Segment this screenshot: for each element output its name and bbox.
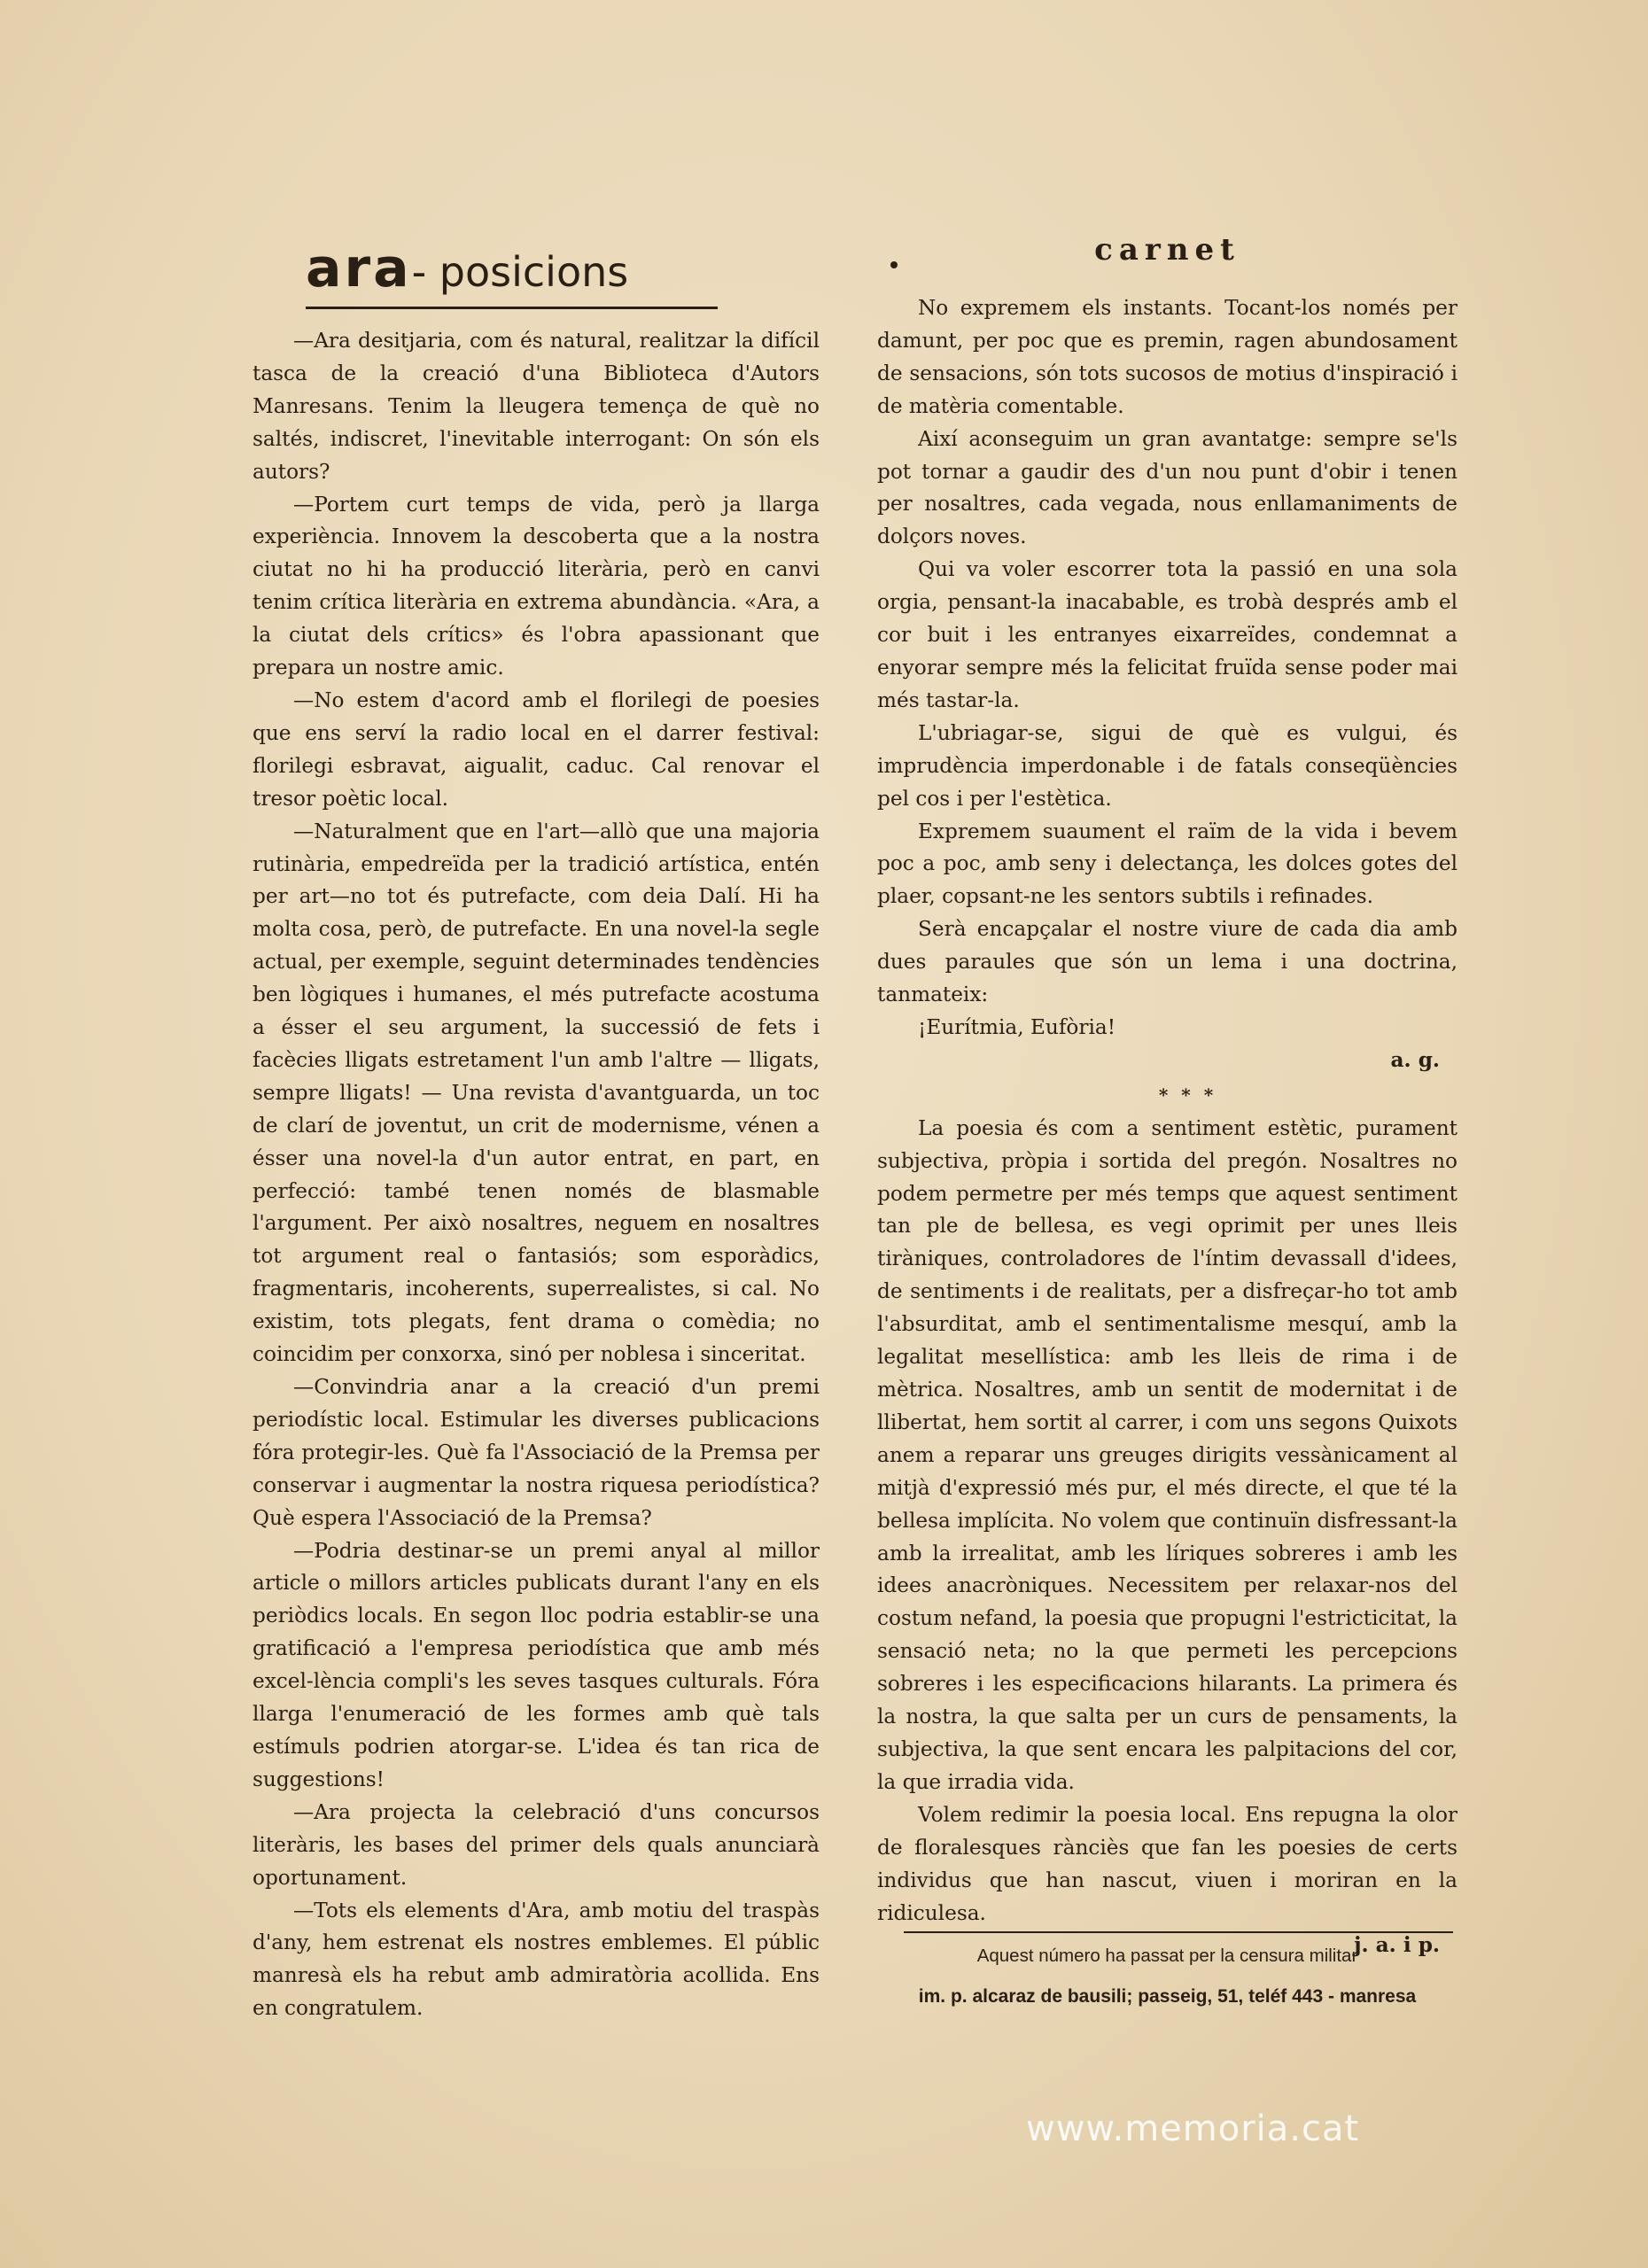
paragraph: —Ara desitjaria, com és natural, realitzar la difícil tasca de la creació d'una Biblioteca d'Autors Manresans. Tenim la lleugera temença de què no saltés, indiscret, l'inevitable interrogant: On són els autors?	[253, 329, 820, 484]
right-column-text	[877, 292, 1458, 1962]
paragraph: —Podria destinar-se un premi anyal al millor article o millors articles publicats durant l'any en els periòdics locals. En segon lloc podria establir-se una gratificació a l'empresa periodística que amb més excel-lència compli's les seves tasques culturals. Fóra llarga l'enumeració de les formes amb què tals estímuls podrien atorgar-se. L'idea és tan rica de suggestions!	[253, 1538, 820, 1791]
right-section-title: carnet	[1094, 232, 1240, 268]
paragraph: —Naturalment que en l'art—allò que una majoria rutinària, empedreïda per la tradició artística, entén per art—no tot és putrefacte, com deia Dalí. Hi ha molta cosa, però, de putrefacte. En una novel-la segle actual, per exemple, seguint determinades tendències ben lògiques i humanes, el més putrefacte acostuma a ésser el seu argument, la successió de fets i facècies lligats estretament l'un amb l'altre — lligats, sempre lligats! — Una revista d'avantguarda, un toc de clarí de joventut, un crit de modernisme, vénen a ésser una novel-la d'un autor entrat, en part, en perfecció: també tenen només de blasmable l'argument. Per això nosaltres, neguem en nosaltres tot argument real o fantasiós; som esporàdics, fragmentaris, incoherents, superrealistes, si cal. No existim, tots plegats, fent drama o comèdia; no coincidim per conxorxa, sinó per noblesa i sinceritat.	[253, 819, 820, 1367]
left-column-text	[253, 325, 820, 2025]
paragraph: Així aconseguim un gran avantatge: sempre se'ls pot tornar a gaudir des d'un nou punt d'obir i tenen per nosaltres, cada vegada, nous enllamaniments de dolçors noves.	[877, 426, 1458, 549]
paragraph: L'ubriagar-se, sigui de què es vulgui, és imprudència imperdonable i de fatals conseqüències pel cos i per l'estètica.	[877, 720, 1458, 811]
paragraph: —Ara projecta la celebració d'uns concursos literàris, les bases del primer dels quals anunciarà oportunament.	[253, 1799, 820, 1890]
paragraph: —Portem curt temps de vida, però ja llarga experiència. Innovem la descoberta que a la nostra ciutat no hi ha producció literària, però en canvi tenim crítica literària en extrema abundància. «Ara, a la ciutat dels crítics» és l'obra apassionant que prepara un nostre amic.	[253, 492, 820, 680]
paragraph: —Tots els elements d'Ara, amb motiu del traspàs d'any, hem estrenat els nostres emblemes. El públic manresà els ha rebut amb admiratòria acollida. Ens en congratulem.	[253, 1898, 820, 2021]
paragraph: La poesia és com a sentiment estètic, purament subjectiva, pròpia i sortida del pregón. Nosaltres no podem permetre per més temps que aquest sentiment tan ple de bellesa, es vegi oprimit per unes lleis tiràniques, controladores de l'íntim devassall d'idees, de sentiments i de realitats, per a disfreçar-ho tot amb l'absurditat, amb el sentimentalisme mesquí, amb la legalitat mesellística: amb les lleis de rima i de mètrica. Nosaltres, amb un sentit de modernitat i de llibertat, hem sortit al carrer, i com uns segons Quixots anem a reparar uns greuges dirigits vessànicament al mitjà d'expressió més pur, el més directe, el que té la bellesa implícita. No volem que continuïn disfressant-la amb la irrealitat, amb les líriques sobreres i amb les idees anacròniques. Necessitem per relaxar-nos del costum nefand, la poesia que propugni l'estricticitat, la sensació neta; no la que permeti les percepcions sobreres i les especificacions hilarants. La primera és la nostra, la que salta per un curs de pensaments, la subjectiva, la que sent encara les palpitacions del cor, la que irradia vida.	[877, 1115, 1458, 1794]
printer-imprint: im. p. alcaraz de bausili; passeig, 51, teléf 443 - manresa	[918, 1986, 1417, 2007]
paragraph: —Convindria anar a la creació d'un premi periodístic local. Estimular les diverses publicacions fóra protegir-les. Què fa l'Associació de la Premsa per conservar i augmentar la nostra riquesa periodística? Què espera l'Associació de la Premsa?	[253, 1375, 820, 1530]
footer-rule	[904, 1931, 1453, 1933]
title-ara: ara	[306, 237, 412, 299]
paragraph: Qui va voler escorrer tota la passió en una sola orgia, pensant-la inacabable, es trobà després amb el cor buit i les entranyes eixarreïdes, condemnat a enyorar sempre més la felicitat fruïda sense poder mai més tastar-la.	[877, 557, 1458, 712]
watermark: www.memoria.cat	[1026, 2109, 1360, 2149]
signature: j. a. i p.	[1354, 1933, 1440, 1958]
paragraph: Serà encapçalar el nostre viure de cada dia amb dues paraules que són un lema i una doctrina, tanmateix:	[877, 917, 1458, 1007]
paragraph: ¡Eurítmia, Eufòria!	[918, 1014, 1116, 1039]
title-posicions: - posicions	[411, 248, 629, 296]
asterism-separator: * * *	[1158, 1084, 1217, 1106]
paragraph: Expremem suaument el raïm de la vida i bevem poc a poc, amb seny i delectança, les dolces gotes del plaer, copsant-ne les sentors subtils i refinades.	[877, 819, 1458, 909]
signature: a. g.	[1390, 1047, 1440, 1072]
paragraph: No expremem els instants. Tocant-los només per damunt, per poc que es premin, ragen abundosament de sensacions, són tots sucosos de motius d'inspiració i de matèria comentable.	[877, 296, 1458, 418]
paragraph: —No estem d'acord amb el florilegi de poesies que ens serví la radio local en el darrer festival: florilegi esbravat, aigualit, caduc. Cal renovar el tresor poètic local.	[253, 687, 820, 811]
paragraph: Volem redimir la poesia local. Ens repugna la olor de floralesques rànciès que fan les poesies de certs individus que han nascut, viuen i moriran en la ridiculesa.	[877, 1802, 1458, 1925]
censorship-note: Aquest número ha passat per la censura militar	[976, 1946, 1358, 1966]
left-section-title	[306, 237, 718, 309]
